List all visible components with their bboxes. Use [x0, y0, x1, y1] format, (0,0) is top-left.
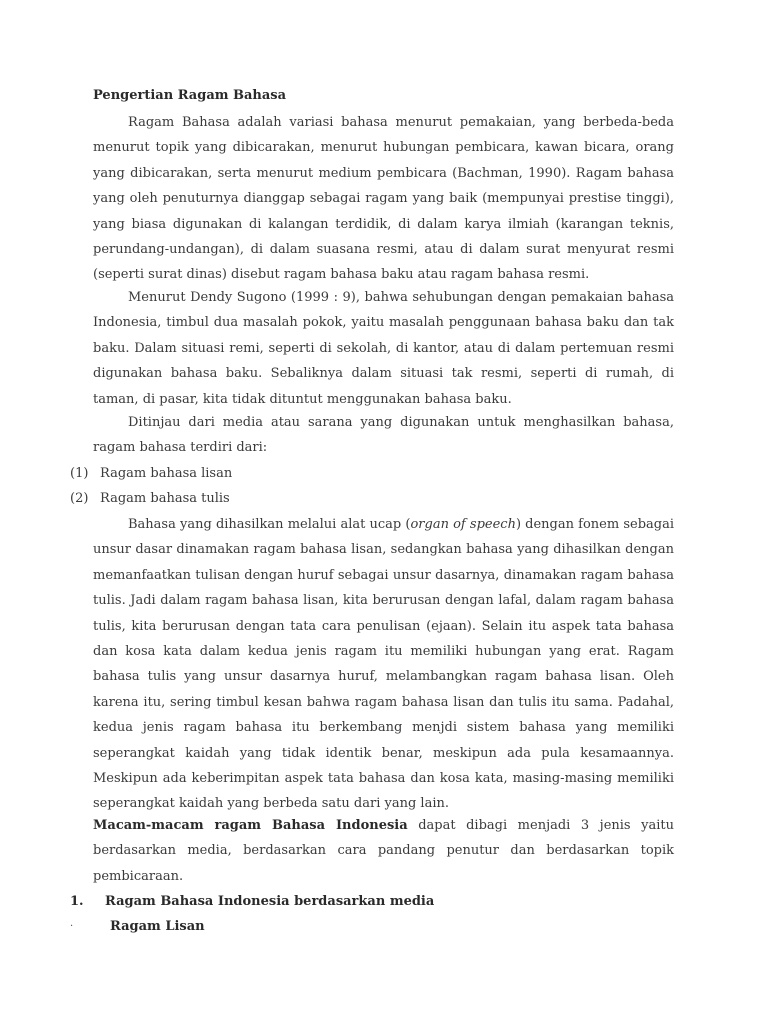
paragraph-sugono	[93, 285, 674, 412]
paragraph-text: Menurut Dendy Sugono (1999 : 9), bahwa sehubungan dengan pemakaian bahasa Indonesia, timbul dua masalah pokok, yaitu masalah penggunaan bahasa baku dan tak baku. Dalam situasi remi, seperti di sekolah, di kantor, atau di dalam pertemuan resmi digunakan bahasa baku. Sebaliknya dalam situasi tak resmi, seperti di rumah, di taman, di pasar, kita tidak dituntut menggunakan bahasa baku.	[93, 290, 674, 407]
list-text: Ragam bahasa lisan	[100, 466, 233, 481]
section-title: Ragam Bahasa Indonesia berdasarkan media	[105, 894, 435, 909]
list-text: Ragam bahasa tulis	[100, 491, 230, 506]
section-heading: Pengertian Ragam Bahasa	[93, 88, 287, 103]
paragraph-text: Ragam Bahasa adalah variasi bahasa menurut pemakaian, yang berbeda-beda menurut topik yang dibicarakan, menurut hubungan pembicara, kawan bicara, orang yang dibicarakan, serta menurut medium pembicara (Bachman, 1990). Ragam bahasa yang oleh penuturnya dianggap sebagai ragam yang baik (mempunyai prestise tinggi), yang biasa digunakan di kalangan terdidik, di dalam karya ilmiah (karangan teknis, perundang-undangan), di dalam suasana resmi, atau di dalam surat menyurat resmi (seperti surat dinas) disebut ragam bahasa baku atau ragam bahasa resmi.	[93, 115, 674, 283]
section-number: 1.	[70, 894, 84, 909]
paragraph-text: Bahasa yang dihasilkan melalui alat ucap (	[128, 517, 411, 532]
subsection-heading	[70, 914, 205, 939]
subsection-title: Ragam Lisan	[110, 919, 205, 934]
paragraph-lisan-tulis	[93, 512, 674, 817]
list-item	[70, 486, 674, 511]
list-item	[70, 461, 674, 486]
italic-term: organ of speech	[410, 517, 516, 532]
paragraph-text: dapat dibagi menjadi 3 jenis yaitu berdasarkan media, berdasarkan cara pandang penutur dan berdasarkan topik pembicaraan.	[93, 818, 674, 884]
paragraph-text: Ditinjau dari media atau sarana yang digunakan untuk menghasilkan bahasa, ragam bahasa terdiri dari:	[93, 415, 674, 456]
ragam-list	[70, 461, 674, 511]
list-number: (2)	[70, 491, 89, 506]
paragraph-media-intro	[93, 410, 674, 461]
bullet-icon: ·	[70, 921, 74, 932]
paragraph-definition	[93, 110, 674, 288]
list-number: (1)	[70, 466, 89, 481]
paragraph-macam-macam	[93, 813, 674, 889]
paragraph-text: ) dengan fonem sebagai unsur dasar dinamakan ragam bahasa lisan, sedangkan bahasa yang dihasilkan dengan memanfaatkan tulisan dengan huruf sebagai unsur dasarnya, dinamakan ragam bahasa tulis. Jadi dalam ragam bahasa lisan, kita berurusan dengan lafal, dalam ragam bahasa tulis, kita berurusan dengan tata cara penulisan (ejaan). Selain itu aspek tata bahasa dan kosa kata dalam kedua jenis ragam itu memiliki hubungan yang erat. Ragam bahasa tulis yang unsur dasarnya huruf, melambangkan ragam bahasa lisan. Oleh karena itu, sering timbul kesan bahwa ragam bahasa lisan dan tulis itu sama. Padahal, kedua jenis ragam bahasa itu berkembang menjdi sistem bahasa yang memiliki seperangkat kaidah yang tidak identik benar, meskipun ada pula kesamaannya. Meskipun ada keberimpitan aspek tata bahasa dan kosa kata, masing-masing memiliki seperangkat kaidah yang berbeda satu dari yang lain.	[93, 517, 675, 812]
bold-term: Macam-macam ragam Bahasa Indonesia	[93, 818, 408, 833]
numbered-section-heading	[70, 889, 434, 914]
